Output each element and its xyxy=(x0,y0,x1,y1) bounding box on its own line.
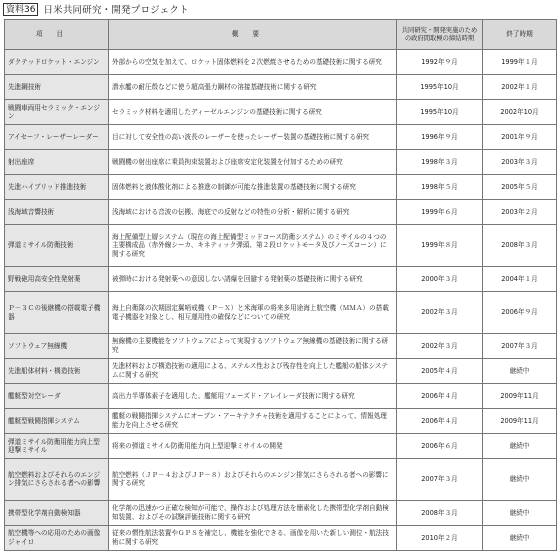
table-row xyxy=(5,125,557,150)
end-date-cell: 2006年９月 xyxy=(483,292,557,334)
table-row xyxy=(5,267,557,292)
project-name-cell: Ｐ－３Ｃの後継機の搭載電子機器 xyxy=(5,292,109,334)
agreement-date-cell: 2002年３月 xyxy=(397,292,483,334)
table-row xyxy=(5,525,557,550)
document-header xyxy=(3,2,189,16)
agreement-date-cell: 2006年６月 xyxy=(397,434,483,459)
project-outline-cell: 先進材料および構造技術の適用による、ステルス性および残存性を向上した艦艇の船体システムに関する研究 xyxy=(109,358,397,383)
project-outline-cell: 目に対して安全性の高い波長のレーザーを使ったレーザー装置の基礎技術に関する研究 xyxy=(109,125,397,150)
agreement-date-cell: 2010年２月 xyxy=(397,525,483,550)
end-date-cell: 2001年９月 xyxy=(483,125,557,150)
end-date-cell: 2008年３月 xyxy=(483,225,557,267)
end-date-cell: 2002年１月 xyxy=(483,75,557,100)
table-row xyxy=(5,333,557,358)
project-name-cell: 戦闘車両用セラミック・エンジン xyxy=(5,100,109,125)
project-name-cell: 航空燃料およびそれらのエンジン排気にさらされる者への影響 xyxy=(5,459,109,501)
end-date-cell: 2005年５月 xyxy=(483,175,557,200)
end-date-cell: 継続中 xyxy=(483,434,557,459)
agreement-date-cell: 2006年４月 xyxy=(397,409,483,434)
project-outline-cell: 外部からの空気を加えて、ロケット固体燃料を２次燃焼させるための基礎技術に関する研究 xyxy=(109,50,397,75)
project-name-cell: 弾道ミサイル防衛用能力向上型迎撃ミサイル xyxy=(5,434,109,459)
project-outline-cell: 海上配備型上層システム（現在の海上配備型ミッドコース防衛システム）のミサイルの４つの主要構成品（赤外線シーカ、キネティック弾頭、第２段ロケットモータ及びノーズコーン）に関する研究 xyxy=(109,225,397,267)
table-row xyxy=(5,292,557,334)
end-date-cell: 2007年３月 xyxy=(483,333,557,358)
project-outline-cell: 戦闘機の射出座席に乗員拘束装置および座席安定化装置を付加するための研究 xyxy=(109,150,397,175)
project-name-cell: ソフトウェア無線機 xyxy=(5,333,109,358)
table-row xyxy=(5,75,557,100)
end-date-cell: 継続中 xyxy=(483,500,557,525)
table-row xyxy=(5,409,557,434)
end-date-cell: 2003年３月 xyxy=(483,150,557,175)
project-outline-cell: 潜水艦の耐圧殻などに使う超高張力鋼材の溶接基礎技術に関する研究 xyxy=(109,75,397,100)
table-row xyxy=(5,358,557,383)
project-name-cell: 航空機等への応用のための画像ジャイロ xyxy=(5,525,109,550)
project-name-cell: 先進鋼技術 xyxy=(5,75,109,100)
project-name-cell: 野戦砲用高安全性発射薬 xyxy=(5,267,109,292)
agreement-date-cell: 2007年３月 xyxy=(397,459,483,501)
document-number-badge: 資料36 xyxy=(3,3,38,16)
project-name-cell: 艦艇型戦闘指揮システム xyxy=(5,409,109,434)
table-row xyxy=(5,175,557,200)
end-date-cell: 継続中 xyxy=(483,459,557,501)
agreement-date-cell: 2006年４月 xyxy=(397,383,483,408)
project-name-cell: ダクテッドロケット・エンジン xyxy=(5,50,109,75)
document-title: 日米共同研究・開発プロジェクト xyxy=(43,5,189,16)
table-row xyxy=(5,383,557,408)
project-outline-cell: 被弾時における発射薬への意図しない誘爆を回避する発射薬の基礎技術に関する研究 xyxy=(109,267,397,292)
table-row xyxy=(5,200,557,225)
project-outline-cell: 無線機の主要機能をソフトウェアによって実現するソフトウェア無線機の基礎技術に関する研究 xyxy=(109,333,397,358)
table-row xyxy=(5,225,557,267)
table-row xyxy=(5,50,557,75)
end-date-cell: 2004年１月 xyxy=(483,267,557,292)
project-name-cell: 携帯型化学剤自動検知器 xyxy=(5,500,109,525)
project-outline-cell: 固体燃料と液体酸化剤による推進の制御が可能な推進装置の基礎技術に関する研究 xyxy=(109,175,397,200)
end-date-cell: 2009年11月 xyxy=(483,383,557,408)
column-header-end-date: 終了時期 xyxy=(483,20,557,50)
end-date-cell: 2003年２月 xyxy=(483,200,557,225)
project-name-cell: 弾道ミサイル防衛技術 xyxy=(5,225,109,267)
table-row xyxy=(5,459,557,501)
agreement-date-cell: 2005年４月 xyxy=(397,358,483,383)
project-outline-cell: 高出力半導体素子を適用した、艦艇用フェーズド・アレイレーダ技術に関する研究 xyxy=(109,383,397,408)
project-name-cell: 射出座席 xyxy=(5,150,109,175)
agreement-date-cell: 2002年３月 xyxy=(397,333,483,358)
end-date-cell: 継続中 xyxy=(483,358,557,383)
project-outline-cell: 化学剤の迅速かつ正確な検知が可能で、操作および処理方法を簡素化した携帯型化学剤自動検知装置、およびその試験評価技術に関する研究 xyxy=(109,500,397,525)
project-outline-cell: 艦艇の戦闘指揮システムにオープン・アーキテクチャ技術を適用することによって、情報処理能力を向上させる研究 xyxy=(109,409,397,434)
project-name-cell: 艦艇型対空レーダ xyxy=(5,383,109,408)
project-name-cell: アイセーフ・レーザーレーダー xyxy=(5,125,109,150)
agreement-date-cell: 2008年３月 xyxy=(397,500,483,525)
agreement-date-cell: 1998年５月 xyxy=(397,175,483,200)
project-name-cell: 先進船体材料・構造技術 xyxy=(5,358,109,383)
project-outline-cell: 航空燃料（ＪＰ－４およびＪＰ－８）およびそれらのエンジン排気にさらされる者への影響に関する研究 xyxy=(109,459,397,501)
column-header-outline: 概要 xyxy=(109,20,397,50)
projects-table xyxy=(4,19,557,551)
project-name-cell: 浅海域音響技術 xyxy=(5,200,109,225)
agreement-date-cell: 1995年10月 xyxy=(397,100,483,125)
table-row xyxy=(5,500,557,525)
project-outline-cell: 従来の慣性航法装置やＧＰＳを補完し、機能を強化できる、画像を用いた新しい測位・航法技術に関する研究 xyxy=(109,525,397,550)
project-outline-cell: 将来の弾道ミサイル防衛用能力向上型迎撃ミサイルの開発 xyxy=(109,434,397,459)
agreement-date-cell: 1999年８月 xyxy=(397,225,483,267)
end-date-cell: 2009年11月 xyxy=(483,409,557,434)
table-row xyxy=(5,150,557,175)
agreement-date-cell: 1998年３月 xyxy=(397,150,483,175)
project-outline-cell: 浅海域における音波の伝搬、海底での反射などの特性の分析・解析に関する研究 xyxy=(109,200,397,225)
agreement-date-cell: 1999年６月 xyxy=(397,200,483,225)
agreement-date-cell: 2000年３月 xyxy=(397,267,483,292)
table-header-row xyxy=(5,20,557,50)
end-date-cell: 2002年10月 xyxy=(483,100,557,125)
table-row xyxy=(5,100,557,125)
project-outline-cell: 海上自衛隊の次期固定翼哨戒機（Ｐ－Ｘ）と米海軍の将来多用途海上航空機（ＭＭＡ）の搭載電子機器を対象とし、相互運用性の確保などについての研究 xyxy=(109,292,397,334)
table-row xyxy=(5,434,557,459)
project-outline-cell: セラミック材料を適用したディーゼルエンジンの基礎技術に関する研究 xyxy=(109,100,397,125)
agreement-date-cell: 1992年９月 xyxy=(397,50,483,75)
column-header-name: 項目 xyxy=(5,20,109,50)
agreement-date-cell: 1996年９月 xyxy=(397,125,483,150)
end-date-cell: 1999年１月 xyxy=(483,50,557,75)
end-date-cell: 継続中 xyxy=(483,525,557,550)
project-name-cell: 先進ハイブリッド推進技術 xyxy=(5,175,109,200)
column-header-agreement-date: 共同研究・開発実施のための政府間取極の締結時期 xyxy=(397,20,483,50)
agreement-date-cell: 1995年10月 xyxy=(397,75,483,100)
